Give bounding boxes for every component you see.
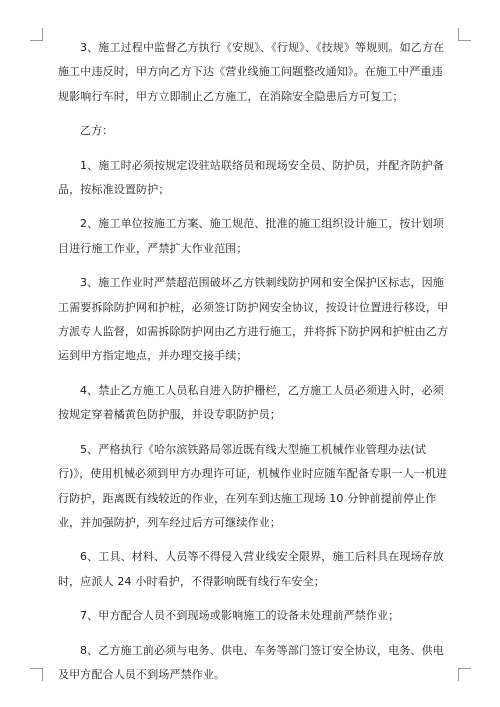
- paragraph-3: 3、施工过程中监督乙方执行《安规》、《行规》、《技规》等规则。如乙方在施工中违反时，甲方向乙方下达《营业线施工问题整改通知》。在施工中严重违规影响行车时，甲方立即制止乙方施工，在消除安全隐患后方可复工；: [58, 41, 445, 103]
- party-b-item-4: 4、禁止乙方施工人员私自进入防护栅栏，乙方施工人员必须进入时，必须按规定穿着橘黄色防护服，并设专职防护员；: [58, 383, 444, 422]
- document-body: [58, 36, 450, 687]
- crop-mark-bottom-left: [30, 668, 43, 681]
- crop-mark-top-left: [30, 28, 43, 41]
- party-b-item-1: 1、施工时必须按规定设驻站联络员和现场安全员、防护员，并配齐防护备品，按标准设置防护；: [58, 158, 444, 197]
- crop-mark-bottom-right: [458, 668, 471, 681]
- party-b-item-7: 7、甲方配合人员不到现场或影响施工的设备未处理前严禁作业；: [80, 609, 400, 623]
- party-b-item-5: 5、严格执行《哈尔滨铁路局邻近既有线大型施工机械作业管理办法(试行)》，使用机械必须到甲方办理许可证，机械作业时应随车配备专职一人一机进行防护，距离既有线较近的作业，在列车到达施工现场 10 分钟前提前停止作业，并加强防护，列车经过后方可继续作业；: [58, 442, 448, 529]
- party-b-item-2: 2、施工单位按施工方案、施工规范、批准的施工组织设计施工，按计划项目进行施工作业，严禁扩大作业范围；: [58, 217, 444, 255]
- party-b-item-3: 3、施工作业时严禁超范围破坏乙方铁刺线防护网和安全保护区标志，因施工需要拆除防护网和护桩，必须签订防护网安全协议，按设计位置进行移设，甲方派专人监督，如需拆除防护网由乙方进行施工，并将拆下防护网和护桩由乙方运到甲方指定地点，并办理交接手续；: [58, 276, 449, 363]
- party-b-item-6: 6、工具、材料、人员等不得侵入营业线安全限界，施工后料具在现场存放时，应派人 24 小时看护，不得影响既有线行车安全；: [58, 550, 444, 588]
- crop-mark-top-right: [458, 28, 471, 41]
- party-b-item-8: 8、乙方施工前必须与电务、供电、车务等部门签订安全协议，电务、供电及甲方配合人员不到场严禁作业。: [58, 643, 444, 681]
- party-b-heading: 乙方：: [80, 124, 114, 138]
